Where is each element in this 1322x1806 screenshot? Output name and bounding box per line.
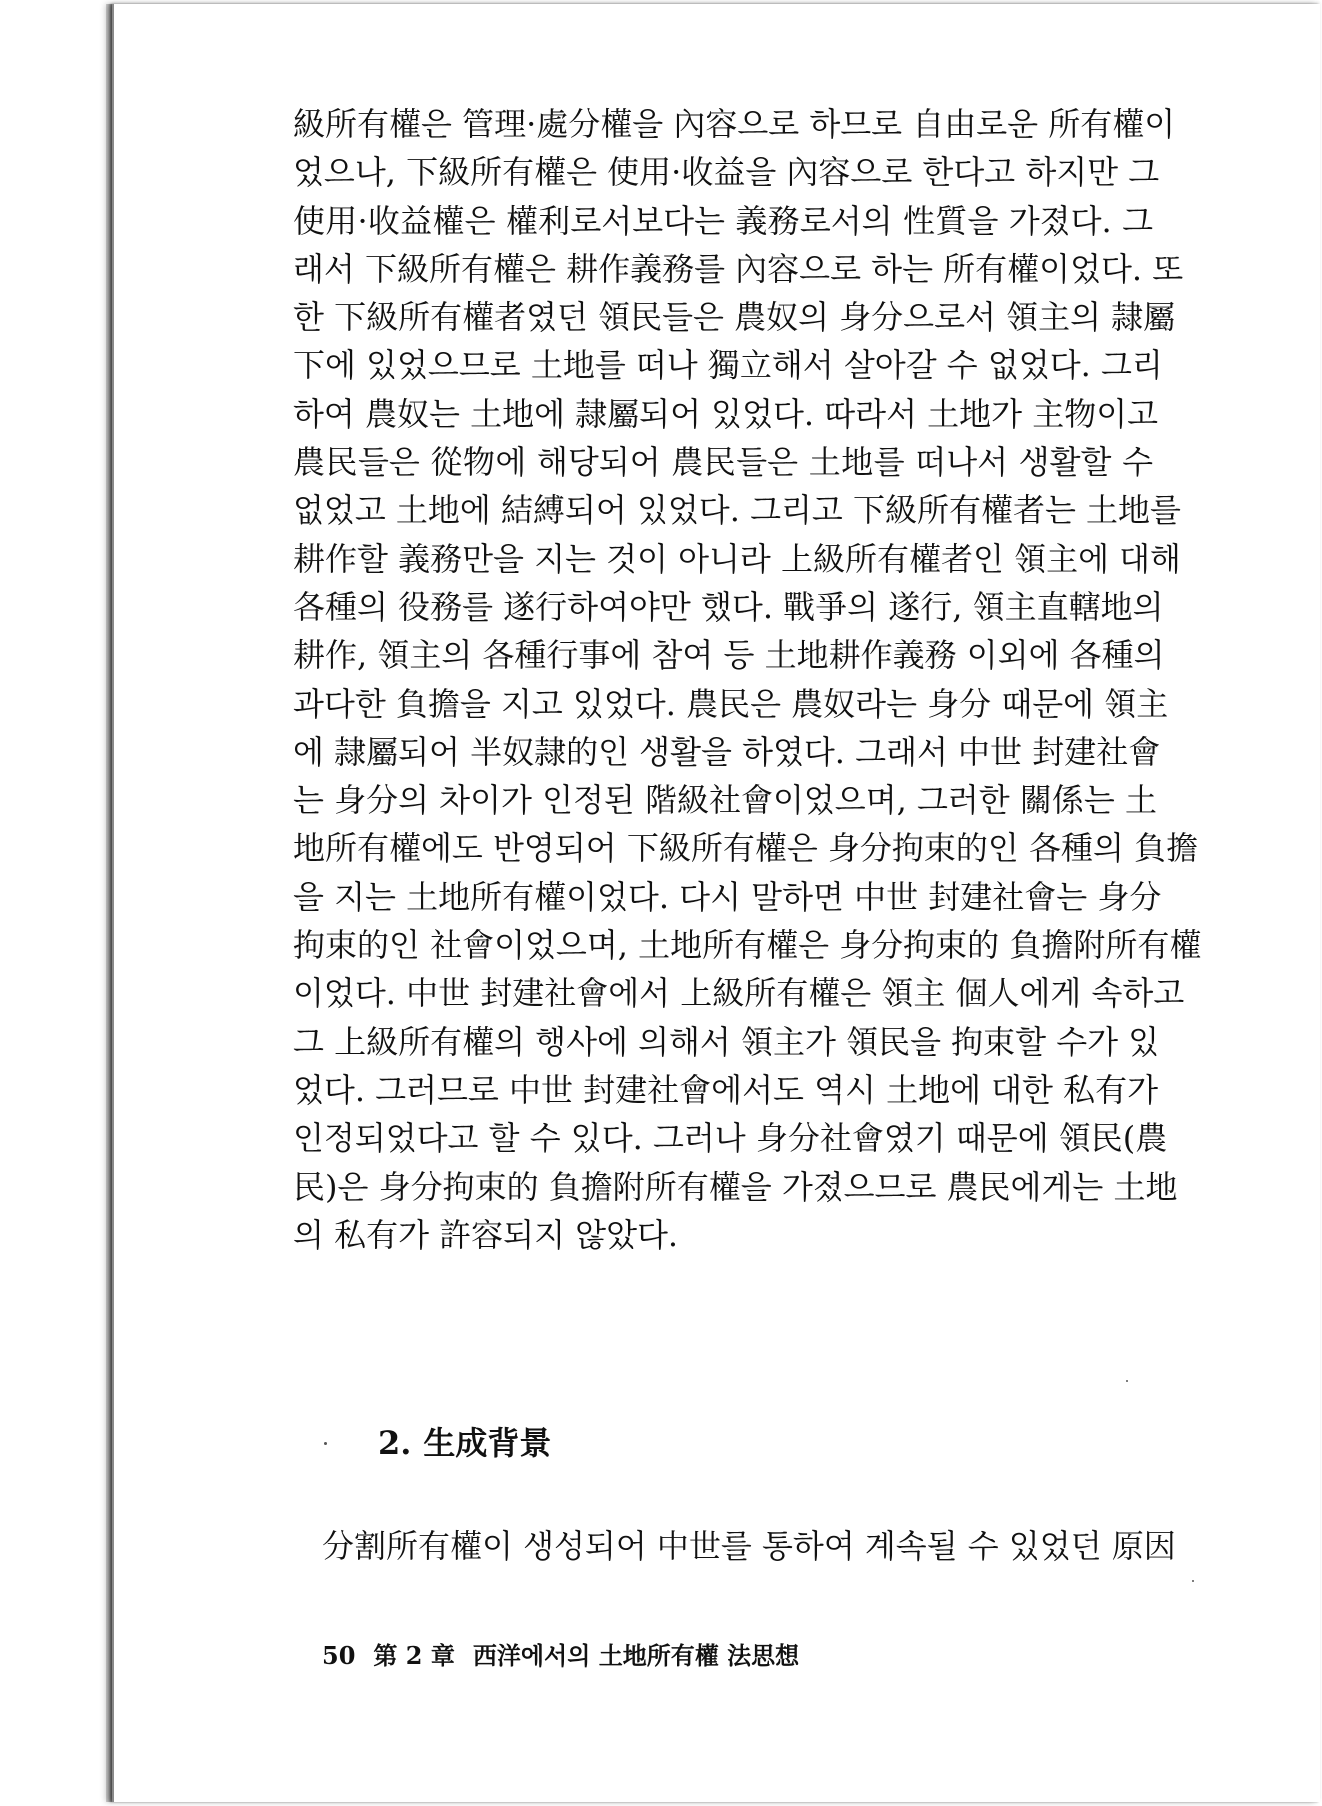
text-line: 에 隷屬되어 半奴隷的인 생활을 하였다. 그래서 中世 封建社會 bbox=[293, 732, 1161, 771]
text-line: 耕作, 領主의 各種行事에 참여 등 土地耕作義務 이외에 各種의 bbox=[293, 636, 1165, 675]
scan-speck bbox=[1126, 1380, 1128, 1382]
text-line: 없었고 土地에 結縛되어 있었다. 그리고 下級所有權者는 土地를 bbox=[293, 491, 1181, 530]
section-heading bbox=[378, 1418, 551, 1464]
text-line: 래서 下級所有權은 耕作義務를 內容으로 하는 所有權이었다. 또 bbox=[293, 249, 1184, 288]
page-number: 50 bbox=[322, 1641, 356, 1670]
section-number: 2. bbox=[378, 1424, 412, 1462]
chapter-title: 西洋에서의 土地所有權 法思想 bbox=[472, 1641, 800, 1670]
text-line: 는 身分의 차이가 인정된 階級社會이었으며, 그러한 關係는 土 bbox=[293, 781, 1157, 820]
scan-speck bbox=[1192, 1580, 1194, 1582]
scan-speck bbox=[324, 1442, 327, 1445]
section-title: 生成背景 bbox=[423, 1424, 552, 1462]
text-line: 그 上級所有權의 행사에 의해서 領主가 領民을 拘束할 수가 있 bbox=[293, 1022, 1160, 1061]
text-line: 과다한 負擔을 지고 있었다. 農民은 農奴라는 身分 때문에 領主 bbox=[293, 684, 1169, 723]
text-line: 民)은 身分拘束的 負擔附所有權을 가졌으므로 農民에게는 土地 bbox=[293, 1167, 1178, 1206]
text-line: 었다. 그러므로 中世 封建社會에서도 역시 土地에 대한 私有가 bbox=[293, 1070, 1159, 1109]
text-line: 하여 農奴는 土地에 隷屬되어 있었다. 따라서 土地가 主物이고 bbox=[293, 394, 1159, 433]
text-line: 農民들은 從物에 해당되어 農民들은 土地를 떠나서 생활할 수 bbox=[293, 443, 1153, 482]
text-line: 地所有權에도 반영되어 下級所有權은 身分拘束的인 各種의 負擔 bbox=[293, 829, 1199, 868]
body-paragraph bbox=[293, 100, 1202, 1259]
chapter-label: 第 2 章 bbox=[373, 1641, 455, 1670]
text-line: 이었다. 中世 封建社會에서 上級所有權은 領主 個人에게 속하고 bbox=[293, 974, 1185, 1013]
text-line: 을 지는 土地所有權이었다. 다시 말하면 中世 封建社會는 身分 bbox=[293, 877, 1162, 916]
text-line: 한 下級所有權者였던 領民들은 農奴의 身分으로서 領主의 隷屬 bbox=[293, 298, 1176, 337]
text-line: 인정되었다고 할 수 있다. 그러나 身分社會였기 때문에 領民(農 bbox=[293, 1119, 1168, 1158]
text-line: 級所有權은 管理·處分權을 內容으로 하므로 自由로운 所有權이 bbox=[293, 105, 1176, 143]
text-line: 使用·收益權은 權利로서보다는 義務로서의 性質을 가졌다. 그 bbox=[293, 201, 1153, 240]
page-footer bbox=[322, 1636, 817, 1671]
text-line: 下에 있었으므로 土地를 떠나 獨立해서 살아갈 수 없었다. 그리 bbox=[293, 346, 1163, 385]
text-line: 의 私有가 許容되지 않았다. bbox=[293, 1215, 679, 1254]
text-line: 各種의 役務를 遂行하여야만 했다. 戰爭의 遂行, 領主直轄地의 bbox=[293, 587, 1164, 626]
text-line: 었으나, 下級所有權은 使用·收益을 內容으로 한다고 하지만 그 bbox=[293, 153, 1160, 192]
text-line: 耕作할 義務만을 지는 것이 아니라 上級所有權者인 領主에 대해 bbox=[293, 539, 1181, 578]
section-paragraph: 分割所有權이 생성되어 中世를 통하여 계속될 수 있었던 原因 bbox=[322, 1527, 1176, 1565]
text-line: 拘束的인 社會이었으며, 土地所有權은 身分拘束的 負擔附所有權 bbox=[293, 926, 1202, 965]
